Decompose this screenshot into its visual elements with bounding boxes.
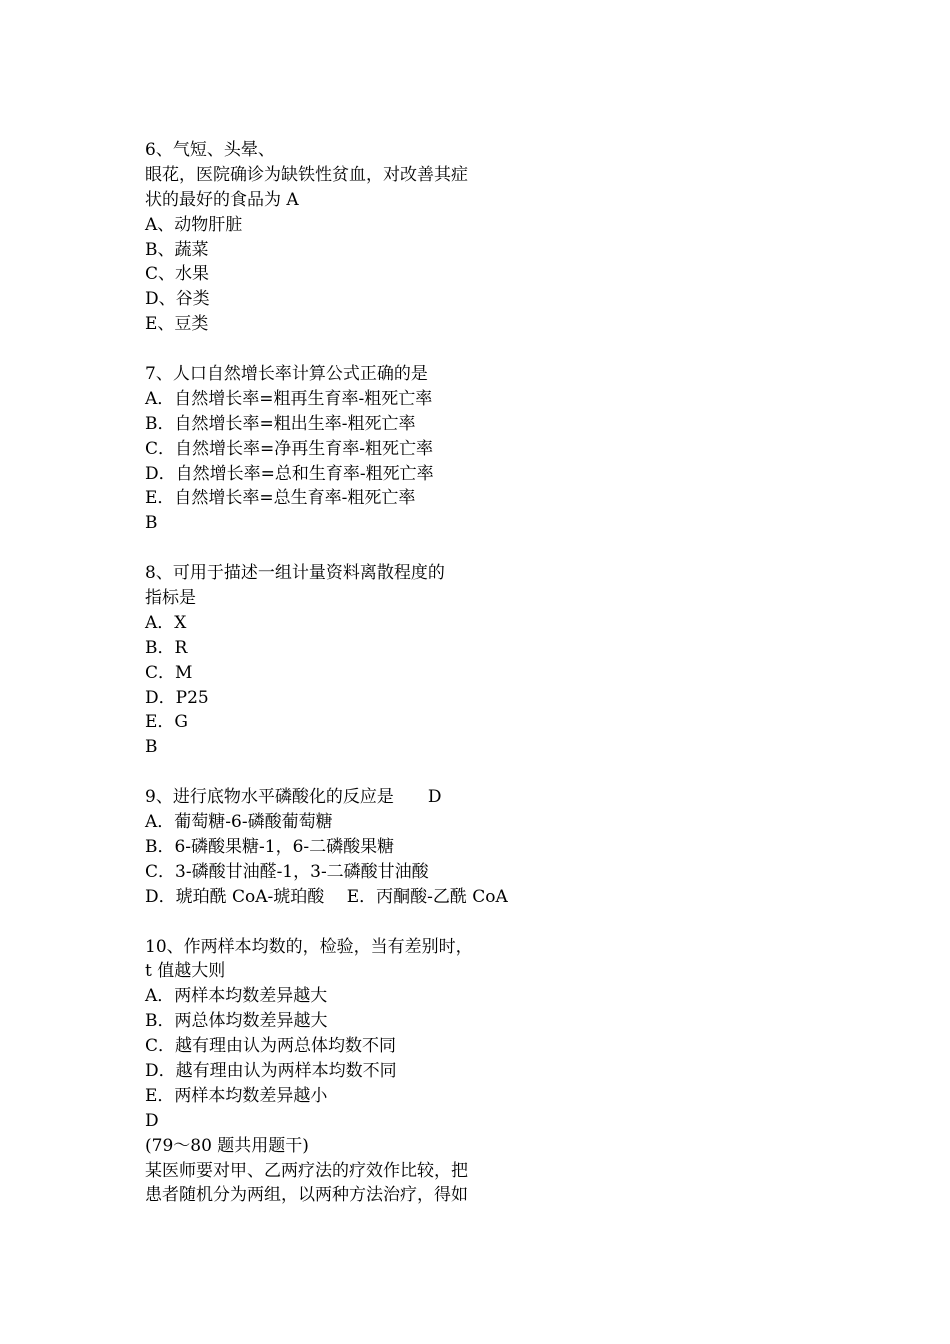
question-line: 10、作两样本均数的，检验，当有差别时， [145,936,473,957]
option-line: B．两总体均数差异越大 [145,1011,328,1032]
option-line: B．R [145,637,188,658]
question-line: 8、可用于描述一组计量资料离散程度的 [145,563,445,584]
option-line: C．3-磷酸甘油醛-1，3-二磷酸甘油酸 [145,861,429,882]
option-line: E．两样本均数差异越小 [145,1085,328,1106]
text-line: 某医师要对甲、乙两疗法的疗效作比较，把 [145,1160,468,1181]
option-line: B．6-磷酸果糖-1，6-二磷酸果糖 [145,836,395,857]
option-line: D．P25 [145,687,209,708]
option-line: A．自然增长率=粗再生育率-粗死亡率 [145,388,433,409]
option-line: D．琥珀酰 CoA-琥珀酸 E．丙酮酸-乙酰 CoA [145,886,508,907]
blank-line [145,910,585,935]
option-line: C．M [145,662,193,683]
option-line: D．越有理由认为两样本均数不同 [145,1060,397,1081]
option-line: A．X [145,612,187,633]
document-body [145,138,585,1208]
option-line: A、动物肝脏 [145,214,243,235]
option-line: C、水果 [145,264,210,285]
blank-line [145,337,585,362]
answer-line: B [145,737,158,758]
blank-line [145,536,585,561]
option-line: D、谷类 [145,289,210,310]
text-line: 眼花，医院确诊为缺铁性贫血，对改善其症 [145,164,468,185]
text-line: 状的最好的食品为 A [145,189,299,210]
option-line: B．自然增长率=粗出生率-粗死亡率 [145,413,416,434]
option-line: B、蔬菜 [145,239,209,260]
option-line: E、豆类 [145,314,209,335]
option-line: A．葡萄糖-6-磷酸葡萄糖 [145,812,333,833]
option-line: E．自然增长率=总生育率-粗死亡率 [145,488,416,509]
blank-line [145,760,585,785]
question-line: 9、进行底物水平磷酸化的反应是 D [145,787,442,808]
option-line: D．自然增长率=总和生育率-粗死亡率 [145,463,434,484]
question-line: t 值越大则 [145,961,226,982]
text-line: 6、气短、头晕、 [145,140,275,160]
text-line: 患者随机分为两组，以两种方法治疗，得如 [145,1185,468,1206]
option-line: E．G [145,712,188,733]
answer-line: B [145,513,158,534]
answer-line: D [145,1110,159,1131]
question-line: 指标是 [145,588,196,609]
section-note: (79～80 题共用题干) [145,1135,309,1156]
option-line: A．两样本均数差异越大 [145,986,328,1007]
question-line: 7、人口自然增长率计算公式正确的是 [145,364,428,385]
option-line: C．越有理由认为两总体均数不同 [145,1036,397,1057]
option-line: C．自然增长率=净再生育率-粗死亡率 [145,438,433,459]
